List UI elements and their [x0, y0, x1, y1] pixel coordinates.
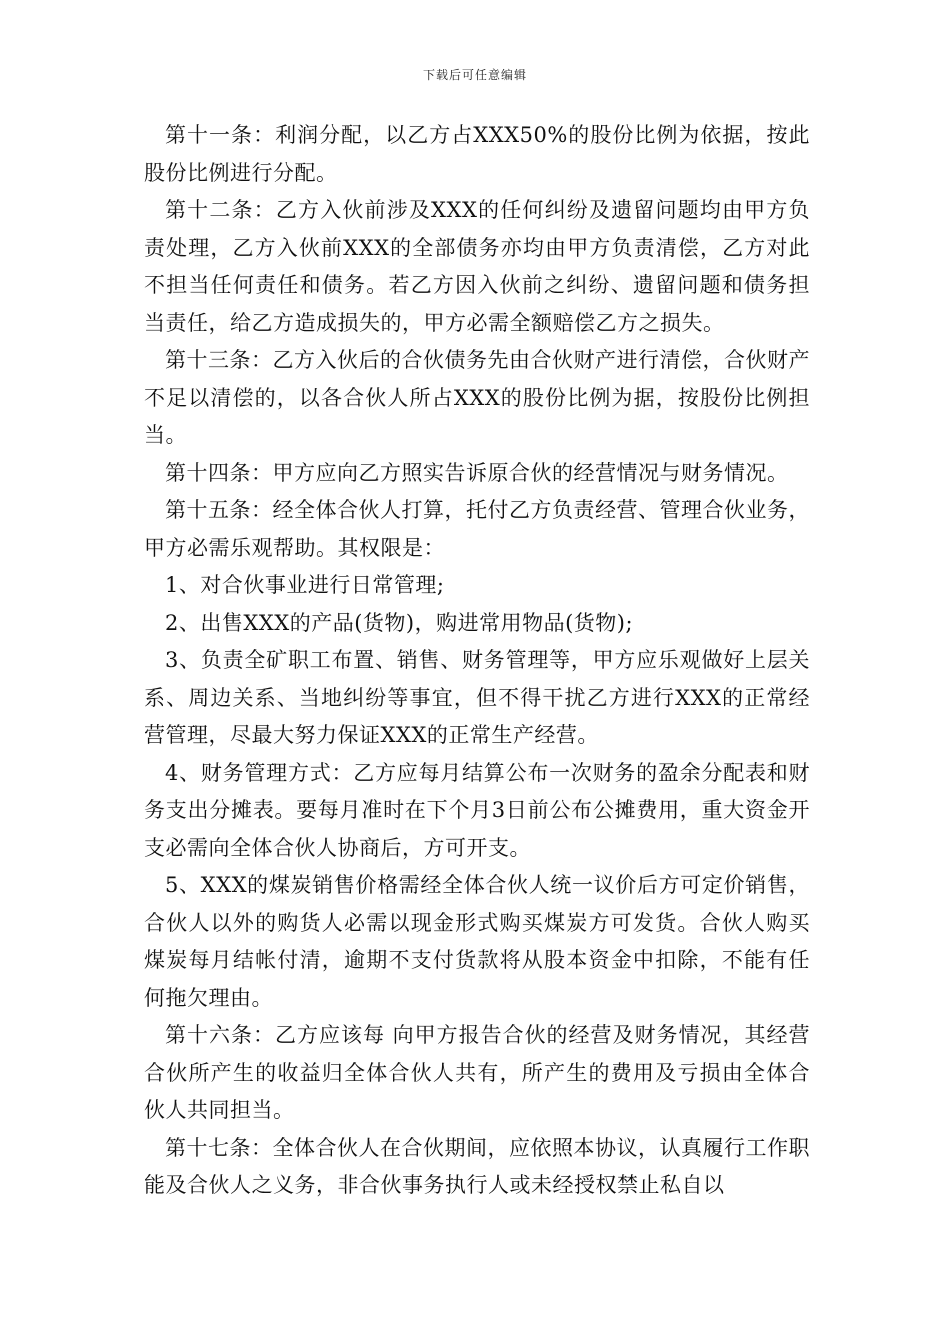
clause-15-item-1: 1、对合伙事业进行日常管理; [165, 573, 445, 597]
clause-16: 第十六条：乙方应该每 向甲方报告合伙的经营及财务情况，其经营合伙所产生的收益归全体合伙人共有，所产生的费用及亏损由全体合伙人共同担当。 [144, 1023, 810, 1122]
document-body [144, 117, 810, 1205]
clause-15: 第十五条：经全体合伙人打算，托付乙方负责经营、管理合伙业务，甲方必需乐观帮助。其权限是： [144, 498, 810, 560]
clause-14: 第十四条：甲方应向乙方照实告诉原合伙的经营情况与财务情况。 [165, 460, 789, 485]
clause-15-item-4: 4、财务管理方式：乙方应每月结算公布一次财务的盈余分配表和财务支出分摊表。要每月准时在下个月3日前公布公摊费用，重大资金开支必需向全体合伙人协商后，方可开支。 [144, 760, 810, 860]
clause-11: 第十一条：利润分配，以乙方占XXX50%的股份比例为依据，按此股份比例进行分配。 [144, 123, 810, 185]
clause-15-item-2: 2、出售XXX的产品(货物)，购进常用物品(货物); [165, 610, 634, 635]
clause-13: 第十三条：乙方入伙后的合伙债务先由合伙财产进行清偿，合伙财产不足以清偿的，以各合伙人所占XXX的股份比例为据，按股份比例担当。 [144, 348, 810, 447]
page-header: 下载后可任意编辑 [422, 68, 527, 82]
clause-15-item-5: 5、XXX的煤炭销售价格需经全体合伙人统一议价后方可定价销售，合伙人以外的购货人必需以现金形式购买煤炭方可发货。合伙人购买煤炭每月结帐付清，逾期不支付货款将从股本资金中扣除，不能有任何拖欠理由。 [144, 873, 810, 1010]
clause-15-item-3: 3、负责全矿职工布置、销售、财务管理等，甲方应乐观做好上层关系、周边关系、当地纠纷等事宜，但不得干扰乙方进行XXX的正常经营管理，尽最大努力保证XXX的正常生产经营。 [144, 648, 810, 747]
clause-17: 第十七条：全体合伙人在合伙期间，应依照本协议，认真履行工作职能及合伙人之义务，非合伙事务执行人或未经授权禁止私自以 [144, 1135, 810, 1197]
clause-12: 第十二条：乙方入伙前涉及XXX的任何纠纷及遗留问题均由甲方负责处理，乙方入伙前XXX的全部债务亦均由甲方负责清偿，乙方对此不担当任何责任和债务。若乙方因入伙前之纠纷、遗留问题和债务担当责任，给乙方造成损失的，甲方必需全额赔偿乙方之损失。 [144, 198, 810, 335]
